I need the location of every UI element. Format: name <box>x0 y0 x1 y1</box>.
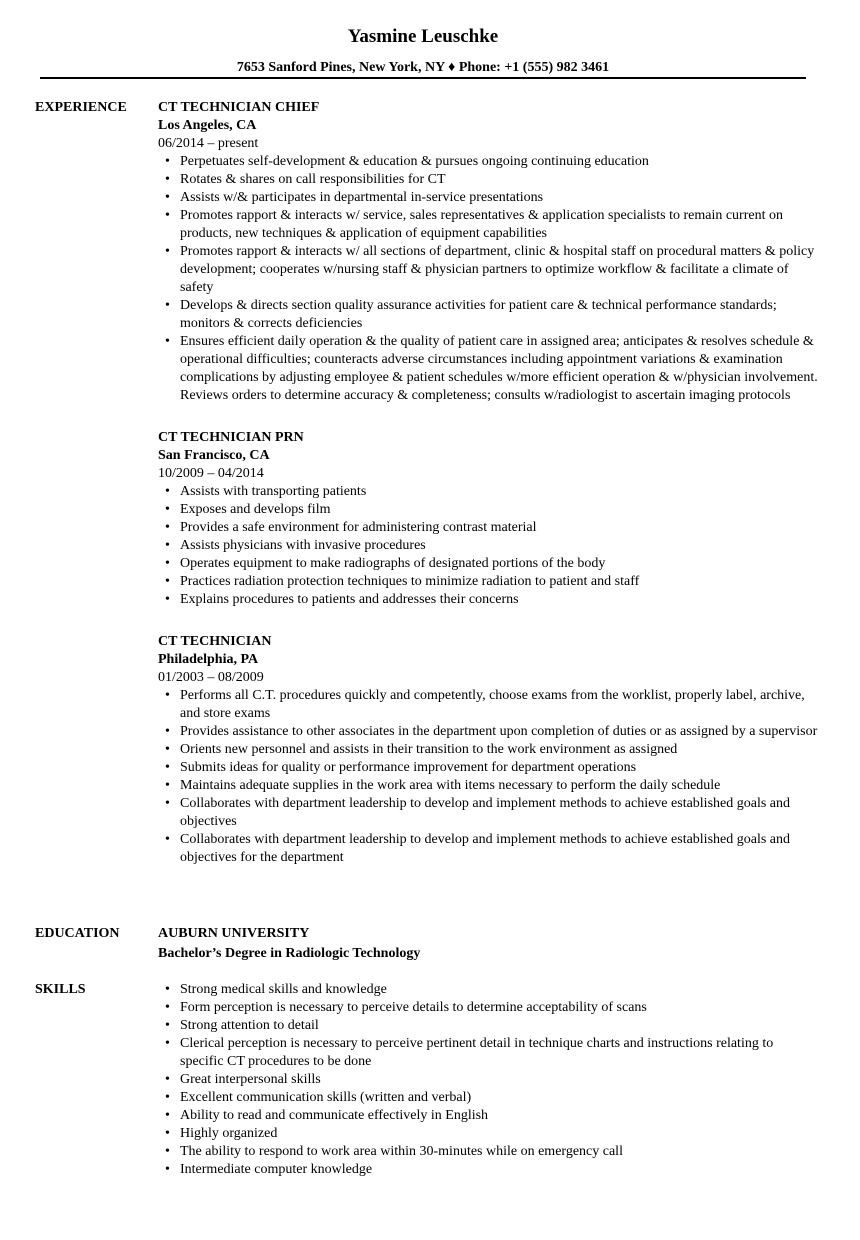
job-title: CT TECHNICIAN CHIEF <box>158 100 320 115</box>
contact-line: 7653 Sanford Pines, New York, NY ♦ Phone: +1 (555) 982 3461 <box>236 60 610 75</box>
bullet-item: • Collaborates with department leadership to develop and implement methods to achieve established goals and objectives <box>158 795 818 831</box>
job-dates: 06/2014 – present <box>158 136 259 151</box>
bullet-item: • Collaborates with department leadership to develop and implement methods to achieve established goals and objectives for the department <box>158 831 818 867</box>
skill-item: • Clerical perception is necessary to perceive pertinent detail in technique charts and instructions relating to specific CT procedures to be done <box>158 1035 818 1071</box>
section-label-skills: SKILLS <box>35 982 86 997</box>
job-entry <box>158 633 818 867</box>
job-dates: 10/2009 – 04/2014 <box>158 466 264 481</box>
bullet-item: • Explains procedures to patients and addresses their concerns <box>158 591 818 609</box>
skill-item: • Form perception is necessary to perceive details to determine acceptability of scans <box>158 999 818 1017</box>
section-label-education: EDUCATION <box>35 926 120 941</box>
bullet-item: • Rotates & shares on call responsibilities for CT <box>158 171 818 189</box>
job-location: San Francisco, CA <box>158 448 270 463</box>
skill-item: • Great interpersonal skills <box>158 1071 818 1089</box>
skill-item: • Strong medical skills and knowledge <box>158 981 818 999</box>
job-location: Philadelphia, PA <box>158 652 259 667</box>
skill-item: • Strong attention to detail <box>158 1017 818 1035</box>
candidate-name: Yasmine Leuschke <box>347 26 499 47</box>
job-bullets <box>158 483 818 609</box>
bullet-item: • Exposes and develops film <box>158 501 818 519</box>
section-label-experience: EXPERIENCE <box>35 100 127 115</box>
education-degree: Bachelor’s Degree in Radiologic Technology <box>158 946 421 961</box>
bullet-item: • Develops & directs section quality assurance activities for patient care & technical performance standards; monitors & corrects deficiencies <box>158 297 818 333</box>
skill-item: • Highly organized <box>158 1125 818 1143</box>
bullet-item: • Ensures efficient daily operation & the quality of patient care in assigned area; anticipates & resolves schedule & operational difficulties; counteracts adverse circumstances including appointment variations & examination complications by adjusting employee & patient schedules w/more efficient operation & w/physician involvement. Reviews orders to determine accuracy & completeness; consults w/radiologist to ascertain imaging protocols <box>158 333 818 405</box>
experience-body <box>158 99 818 891</box>
bullet-item: • Maintains adequate supplies in the work area with items necessary to perform the daily schedule <box>158 777 818 795</box>
bullet-item: • Promotes rapport & interacts w/ all sections of department, clinic & hospital staff on procedural matters & policy development; cooperates w/nursing staff & physician partners to optimize workflow & facilitate a climate of safety <box>158 243 818 297</box>
skill-item: • Intermediate computer knowledge <box>158 1161 818 1179</box>
education-school: AUBURN UNIVERSITY <box>158 926 310 941</box>
bullet-item: • Promotes rapport & interacts w/ service, sales representatives & application specialists to remain current on products, new techniques & application of equipment capabilities <box>158 207 818 243</box>
job-bullets <box>158 687 818 867</box>
job-entry <box>158 99 818 405</box>
header-divider <box>40 77 806 79</box>
bullet-item: • Practices radiation protection techniques to minimize radiation to patient and staff <box>158 573 818 591</box>
bullet-item: • Perpetuates self-development & education & pursues ongoing continuing education <box>158 153 818 171</box>
bullet-item: • Assists w/& participates in departmental in-service presentations <box>158 189 818 207</box>
bullet-item: • Assists physicians with invasive procedures <box>158 537 818 555</box>
skills-body <box>158 981 818 1179</box>
job-title: CT TECHNICIAN <box>158 634 272 649</box>
job-title: CT TECHNICIAN PRN <box>158 430 304 445</box>
job-bullets <box>158 153 818 405</box>
education-body <box>158 925 818 963</box>
bullet-item: • Assists with transporting patients <box>158 483 818 501</box>
bullet-item: • Submits ideas for quality or performance improvement for department operations <box>158 759 818 777</box>
bullet-item: • Orients new personnel and assists in their transition to the work environment as assigned <box>158 741 818 759</box>
skill-item: • Ability to read and communicate effectively in English <box>158 1107 818 1125</box>
skills-list <box>158 981 818 1179</box>
bullet-item: • Provides assistance to other associates in the department upon completion of duties or as assigned by a supervisor <box>158 723 818 741</box>
job-entry <box>158 429 818 609</box>
job-dates: 01/2003 – 08/2009 <box>158 670 264 685</box>
bullet-item: • Operates equipment to make radiographs of designated portions of the body <box>158 555 818 573</box>
skill-item: • Excellent communication skills (written and verbal) <box>158 1089 818 1107</box>
skill-item: • The ability to respond to work area within 30-minutes while on emergency call <box>158 1143 818 1161</box>
job-location: Los Angeles, CA <box>158 118 257 133</box>
bullet-item: • Provides a safe environment for administering contrast material <box>158 519 818 537</box>
bullet-item: • Performs all C.T. procedures quickly and competently, choose exams from the worklist, properly label, archive, and store exams <box>158 687 818 723</box>
